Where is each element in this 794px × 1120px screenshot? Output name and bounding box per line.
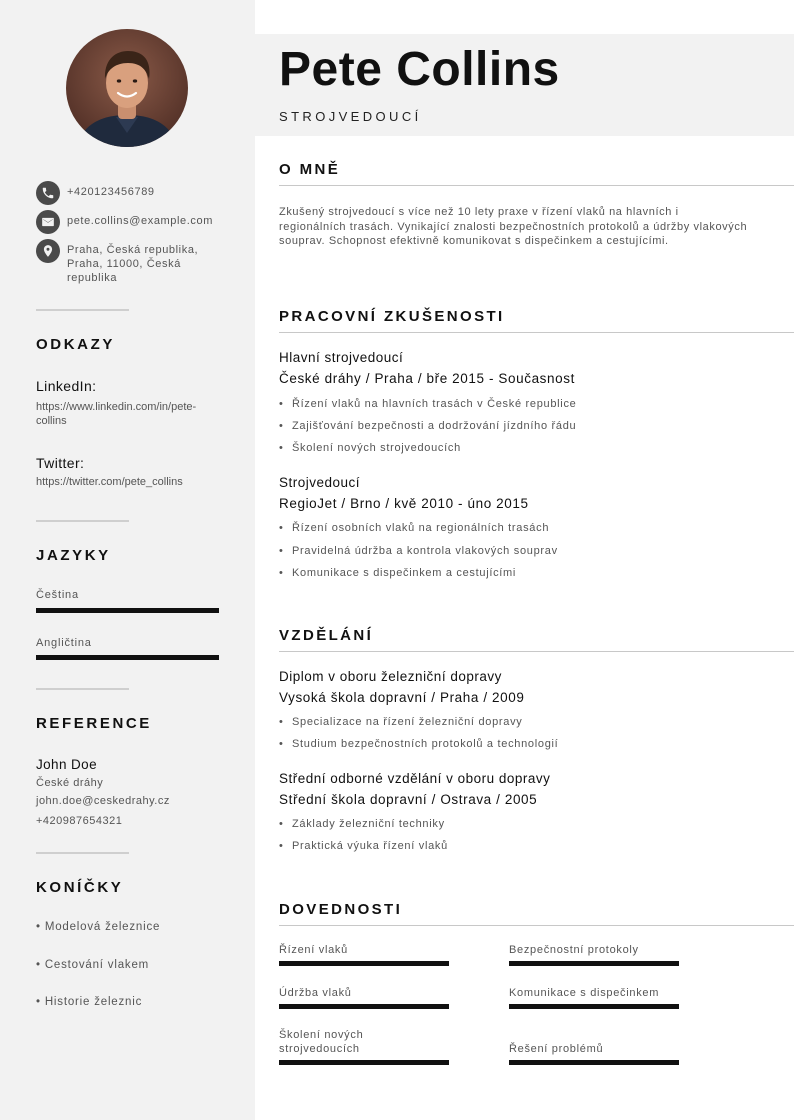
linkedin-link[interactable]: https://www.linkedin.com/in/pete-collins — [36, 401, 197, 427]
skill-name: Školení nových strojvedoucích — [279, 1029, 364, 1055]
job-subtitle: České dráhy / Praha / bře 2015 - Současnost — [279, 371, 575, 386]
about-text: Zkušený strojvedoucí s více než 10 lety praxe v řízení vlaků na hlavních i regionálních trasách. Vynikající znalosti bezpečnostních protokolů a údržby vlakových souprav. Schopnost efektivně komunikovat s dispečinkem a cestujícími. — [279, 206, 748, 247]
section-rule — [279, 651, 794, 652]
twitter-label: Twitter: — [36, 455, 85, 471]
job-title: Hlavní strojvedoucí — [279, 350, 404, 365]
section-rule — [279, 332, 794, 333]
skills-heading: DOVEDNOSTI — [279, 901, 403, 918]
experience-heading: PRACOVNÍ ZKUŠENOSTI — [279, 308, 505, 325]
divider — [36, 520, 129, 522]
divider — [36, 852, 129, 854]
contact-address — [36, 239, 217, 285]
job-role: STROJVEDOUCÍ — [279, 109, 422, 124]
job-bullet: • Školení nových strojvedoucích — [279, 442, 461, 454]
reference-phone: +420987654321 — [36, 815, 123, 827]
phone-text: +420123456789 — [67, 186, 155, 198]
profile-photo — [66, 29, 188, 147]
hobby-item: • Modelová železnice — [36, 921, 161, 933]
mail-icon — [36, 210, 60, 234]
skill-level-bar — [279, 961, 449, 966]
job-bullet: • Zajišťování bezpečnosti a dodržování jízdního řádu — [279, 420, 577, 432]
reference-email[interactable]: john.doe@ceskedrahy.cz — [36, 795, 170, 807]
skill-name: Řešení problémů — [509, 1043, 604, 1055]
avatar — [66, 29, 188, 147]
reference-heading: REFERENCE — [36, 715, 152, 732]
job-bullet: • Řízení vlaků na hlavních trasách v České republice — [279, 398, 577, 410]
hobby-item: • Cestování vlakem — [36, 959, 150, 971]
phone-icon — [36, 181, 60, 205]
twitter-link[interactable]: https://twitter.com/pete_collins — [36, 476, 183, 488]
skill-level-bar — [509, 961, 679, 966]
education-subtitle: Střední škola dopravní / Ostrava / 2005 — [279, 792, 538, 807]
education-bullet: • Specializace na řízení železniční dopravy — [279, 716, 523, 728]
section-rule — [279, 185, 794, 186]
reference-name: John Doe — [36, 757, 97, 772]
job-title: Strojvedoucí — [279, 475, 361, 490]
contact-phone — [36, 181, 219, 205]
education-bullet: • Studium bezpečnostních protokolů a technologií — [279, 738, 559, 750]
divider — [36, 309, 129, 311]
email-text[interactable]: pete.collins@example.com — [67, 215, 214, 227]
links-heading: ODKAZY — [36, 336, 115, 353]
address-text: Praha, Česká republika, Praha, 11000, Česká republika — [67, 244, 199, 284]
hobbies-heading: KONÍČKY — [36, 879, 124, 896]
education-bullet: • Základy železniční techniky — [279, 818, 445, 830]
language-level-bar — [36, 608, 219, 613]
education-subtitle: Vysoká škola dopravní / Praha / 2009 — [279, 690, 525, 705]
language-level-bar — [36, 655, 219, 660]
reference-company: České dráhy — [36, 777, 104, 789]
language-name: Čeština — [36, 589, 79, 601]
skill-name: Údržba vlaků — [279, 987, 352, 999]
location-pin-icon — [36, 239, 60, 263]
skill-name: Komunikace s dispečinkem — [509, 987, 660, 999]
skill-level-bar — [509, 1060, 679, 1065]
education-title: Střední odborné vzdělání v oboru dopravy — [279, 771, 551, 786]
about-heading: O MNĚ — [279, 161, 341, 178]
person-name: Pete Collins — [279, 43, 560, 96]
skill-level-bar — [279, 1004, 449, 1009]
skill-name: Řízení vlaků — [279, 944, 348, 956]
skill-level-bar — [279, 1060, 449, 1065]
sidebar — [0, 0, 255, 1120]
skill-level-bar — [509, 1004, 679, 1009]
skill-name: Bezpečnostní protokoly — [509, 944, 639, 956]
job-bullet: • Komunikace s dispečinkem a cestujícími — [279, 567, 517, 579]
job-bullet: • Řízení osobních vlaků na regionálních trasách — [279, 522, 550, 534]
education-heading: VZDĚLÁNÍ — [279, 627, 374, 644]
language-name: Angličtina — [36, 637, 92, 649]
languages-heading: JAZYKY — [36, 547, 111, 564]
hobby-item: • Historie železnic — [36, 996, 143, 1008]
contact-email — [36, 210, 219, 234]
job-bullet: • Pravidelná údržba a kontrola vlakových souprav — [279, 545, 558, 557]
education-bullet: • Praktická výuka řízení vlaků — [279, 840, 448, 852]
section-rule — [279, 925, 794, 926]
job-subtitle: RegioJet / Brno / kvě 2010 - úno 2015 — [279, 496, 529, 511]
education-title: Diplom v oboru železniční dopravy — [279, 669, 502, 684]
linkedin-label: LinkedIn: — [36, 378, 97, 394]
divider — [36, 688, 129, 690]
